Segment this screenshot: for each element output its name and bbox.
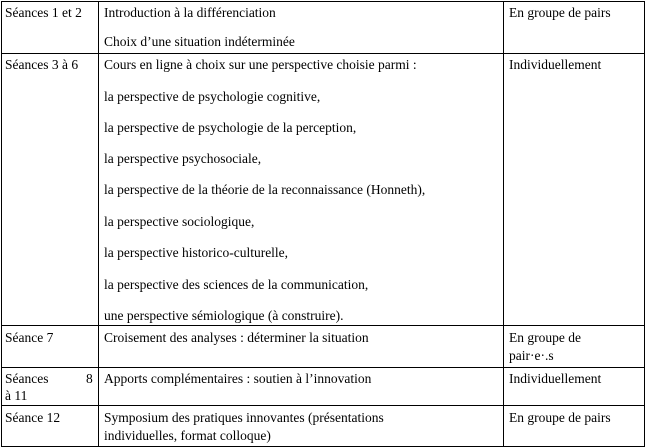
content-line: la perspective sociologique, <box>104 214 255 229</box>
session-label: Séances 3 à 6 <box>5 57 79 72</box>
content-line: Cours en ligne à choix sur une perspective choisie parmi : <box>104 57 417 72</box>
content-line: Introduction à la différenciation <box>104 5 276 20</box>
session-label-number: 8 <box>86 371 93 386</box>
content-line: la perspective de psychologie de la perception, <box>104 120 357 135</box>
session-label: Séances <box>5 371 49 386</box>
session-label: Séance 12 <box>5 410 61 425</box>
content-line: la perspective des sciences de la communication, <box>104 277 369 292</box>
content-line: la perspective historico-culturelle, <box>104 245 289 260</box>
column-rule <box>644 1 645 447</box>
content-line: une perspective sémiologique (à construire). <box>104 308 344 323</box>
content-line: Choix d’une situation indéterminée <box>104 34 295 49</box>
content-line: Croisement des analyses : déterminer la situation <box>104 330 369 345</box>
format-label: Individuellement <box>509 371 602 386</box>
format-label: En groupe de pairs <box>509 410 611 425</box>
content-line: la perspective de la théorie de la reconnaissance (Honneth), <box>104 182 426 197</box>
format-label: pair·e·.s <box>509 348 554 363</box>
column-rule <box>98 1 99 447</box>
content-line: Symposium des pratiques innovantes (présentations <box>104 410 384 425</box>
format-label: En groupe de <box>509 330 581 345</box>
format-label: En groupe de pairs <box>509 5 611 20</box>
content-line: Apports complémentaires : soutien à l’innovation <box>104 371 372 386</box>
content-line: la perspective de psychologie cognitive, <box>104 89 321 104</box>
content-line: la perspective psychosociale, <box>104 151 262 166</box>
column-rule <box>503 1 504 447</box>
session-label: à 11 <box>5 388 28 403</box>
format-label: Individuellement <box>509 57 602 72</box>
content-line: individuelles, format colloque) <box>104 428 271 443</box>
session-label: Séance 7 <box>5 330 54 345</box>
session-label: Séances 1 et 2 <box>5 5 82 20</box>
column-rule <box>1 1 2 447</box>
